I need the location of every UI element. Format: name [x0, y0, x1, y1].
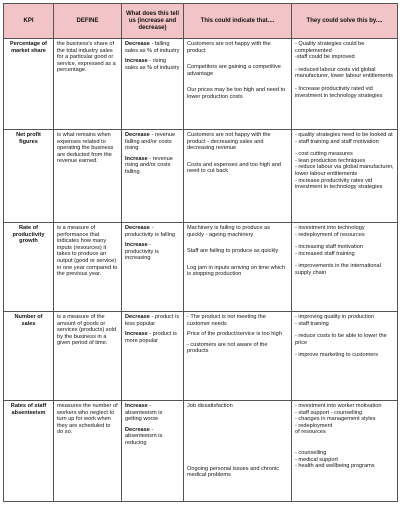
- header-define: DEFINE: [54, 4, 122, 39]
- tell-label: Increase: [125, 242, 148, 249]
- tell-text: - product is more popular: [125, 331, 177, 344]
- indicate-item: Our prices may be too high and need to lower production costs: [187, 87, 286, 100]
- indicate-item: - customers are not aware of the products: [187, 341, 268, 355]
- table-row: [4, 39, 398, 130]
- tell-text: - productivity is falling: [125, 225, 176, 238]
- tell-text: - falling sales as % of industry: [125, 41, 180, 54]
- solve-item: - changes in management styles: [295, 416, 376, 423]
- tell-cell: [122, 401, 184, 502]
- tell-text: - revenue rising and/or costs falling: [125, 155, 173, 175]
- tell-label: Increase: [125, 331, 148, 338]
- tell-label: Decrease: [125, 314, 150, 320]
- tell-text: - rising sales as % of industry: [125, 58, 180, 71]
- solve-cell: [292, 401, 398, 502]
- tell-label: Decrease: [125, 225, 150, 231]
- define-cell: is a measure of performance that indicates how many inputs (resources) it takes to produce an output (good or service) in one year compared to the previous year.: [54, 223, 122, 312]
- indicate-cell: [184, 39, 292, 130]
- solve-item: - health and wellbeing programs: [295, 463, 375, 470]
- solve-item: -staff could be improved: [295, 54, 355, 61]
- solve-item: - reduce labour via global manufacturer, lower labour entitlements: [295, 164, 394, 177]
- solve-item: - staff support - counselling: [295, 409, 363, 416]
- define-cell: is a measure of the amount of goods or services (products) sold by the business in a given period of time.: [54, 312, 122, 401]
- solve-item: - reduce costs to be able to lower the price: [295, 333, 387, 346]
- indicate-item: Ongoing personal issues and chronic medical problems: [187, 465, 280, 479]
- indicate-item: Competitors are gaining a competitive advantage: [187, 64, 281, 77]
- indicate-cell: [184, 401, 292, 502]
- tell-text: - revenue falling and/or costs rising: [125, 132, 176, 152]
- solve-item: - redeployment: [295, 422, 333, 429]
- solve-item: - Increase productivity rated vid investment in technology strategies: [295, 85, 383, 99]
- solve-item: - medical support: [295, 456, 338, 463]
- define-cell: is what remains when expenses related to operating the business are deducted from the revenue earned.: [54, 130, 122, 223]
- table-row: [4, 130, 398, 223]
- tell-cell: [122, 39, 184, 130]
- kpi-cell: Number of sales: [4, 312, 54, 401]
- tell-cell: [122, 130, 184, 223]
- indicate-item: Costs and expenses and too high and need to cut back: [187, 161, 281, 175]
- solve-item: - staff training: [295, 320, 329, 327]
- tell-text: - absenteeism is getting worse: [125, 403, 163, 423]
- tell-label: Increase: [125, 58, 148, 65]
- kpi-table: [3, 3, 398, 502]
- solve-item: - increasing staff motivation: [295, 244, 363, 251]
- solve-item: - improvements in the international supply chain: [295, 263, 381, 276]
- indicate-item: Machinery is failing to produce as quickly - ageing machinery: [187, 225, 271, 238]
- indicate-item: Customers are not happy with the product: [187, 41, 271, 54]
- tell-label: Increase: [125, 403, 148, 409]
- table-row: [4, 401, 398, 502]
- solve-item: - quality strategies need to be looked at: [295, 132, 393, 138]
- solve-cell: [292, 312, 398, 401]
- tell-label: Decrease: [125, 41, 150, 47]
- solve-item: - redeployment of resources: [295, 231, 365, 238]
- solve-cell: [292, 130, 398, 223]
- tell-label: Decrease: [125, 426, 150, 433]
- indicate-item: Log jam in inputs arriving on time which is stopping production: [187, 264, 285, 278]
- solve-item: - lean production techniques: [295, 157, 366, 164]
- solve-item: - increased staff training: [295, 250, 355, 257]
- indicate-cell: [184, 130, 292, 223]
- solve-item: - counselling: [295, 449, 327, 456]
- kpi-cell: Percentage of market share: [4, 39, 54, 130]
- tell-text: - productivity is increasing: [125, 242, 159, 262]
- solve-item: - Quality strategies could be complemented: [295, 41, 365, 54]
- table-row: [4, 312, 398, 401]
- indicate-item: - The product is not meeting the customer needs: [187, 314, 266, 327]
- tell-cell: [122, 312, 184, 401]
- tell-label: Increase: [125, 155, 148, 162]
- indicate-cell: [184, 223, 292, 312]
- solve-cell: [292, 39, 398, 130]
- solve-item: - improving quality in production: [295, 314, 374, 320]
- solve-item: - increase productivity rates vid investment in technology strategies: [295, 177, 383, 191]
- solve-item: - improve marketing to customers: [295, 352, 378, 359]
- table-row: [4, 223, 398, 312]
- kpi-cell: Rate of productivity growth: [4, 223, 54, 312]
- indicate-item: Customers are not happy with the product - decreasing sales and decreasing revenue: [187, 132, 271, 152]
- solve-cell: [292, 223, 398, 312]
- tell-cell: [122, 223, 184, 312]
- tell-text: - absenteeism is reducing: [125, 426, 163, 446]
- kpi-cell: Net profit figures: [4, 130, 54, 223]
- define-cell: the business's share of the total industry sales for a particular good or service, expressed as a percentage.: [54, 39, 122, 130]
- solve-item: - reduced labour costs vid global manufacturer, lower labour entitlements: [295, 66, 393, 80]
- tell-text: - product is less popular: [125, 314, 180, 327]
- indicate-cell: [184, 312, 292, 401]
- solve-item: of resources: [295, 429, 326, 436]
- solve-item: - staff training and staff motivation: [295, 138, 379, 145]
- indicate-item: Staff are failing to produce as quickly: [187, 248, 279, 255]
- define-cell: measures the number of workers who neglect to turn up for work when they are scheduled to do so.: [54, 401, 122, 502]
- header-kpi: KPI: [4, 4, 54, 39]
- solve-item: - investment into technology: [295, 225, 365, 231]
- header-indicate: This could indicate that....: [184, 4, 292, 39]
- solve-item: - cost cutting measures: [295, 151, 353, 158]
- solve-item: - investment into worker motivation: [295, 403, 382, 409]
- header-solve: They could solve this by....: [292, 4, 398, 39]
- indicate-item: Price of the product/service is too high: [187, 331, 282, 338]
- kpi-cell: Rates of staff absenteeism: [4, 401, 54, 502]
- tell-label: Decrease: [125, 132, 150, 138]
- indicate-item: Job dissatisfaction: [187, 403, 233, 409]
- header-tell: What does this tell us (increase and decrease): [122, 4, 184, 39]
- header-row: [4, 4, 398, 39]
